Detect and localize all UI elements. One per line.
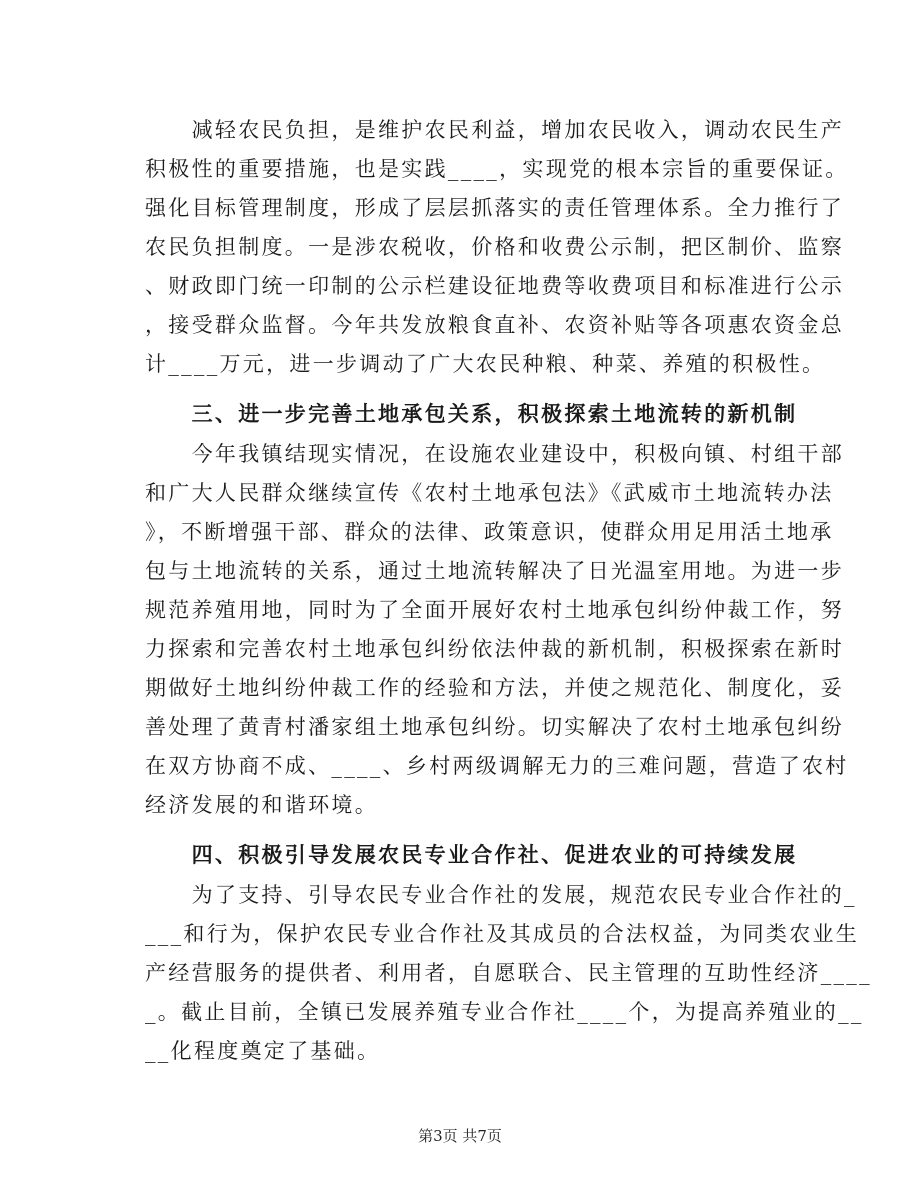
paragraph-1-line-6: ，接受群众监督。今年共发放粮食直补、农资补贴等各项惠农资金总: [145, 313, 844, 337]
paragraph-3-line-1: 为了支持、引导农民专业合作社的发展，规范农民专业合作社的_: [145, 883, 857, 907]
paragraph-2-line-1: 今年我镇结现实情况，在设施农业建设中，积极向镇、村组干部: [145, 442, 844, 466]
paragraph-2-line-5: 规范养殖用地，同时为了全面开展好农村土地承包纠纷仲裁工作，努: [145, 598, 844, 622]
paragraph-1-line-7: 计____万元，进一步调动了广大农民种粮、种菜、养殖的积极性。: [145, 352, 826, 376]
paragraph-1-line-4: 农民负担制度。一是涉农税收，价格和收费公示制，把区制价、监察: [145, 235, 844, 259]
paragraph-3-line-3: 产经营服务的提供者、利用者，自愿联合、民主管理的互助性经济____: [145, 961, 872, 985]
section-heading-4: 四、积极引导发展农民专业合作社、促进农业的可持续发展: [145, 843, 798, 867]
paragraph-2-line-3: 》，不断增强干部、群众的法律、政策意识，使群众用足用活土地承: [145, 520, 834, 544]
paragraph-1-line-3: 强化目标管理制度，形成了层层抓落实的责任管理体系。全力推行了: [145, 196, 844, 220]
paragraph-1-line-1: 减轻农民负担，是维护农民利益，增加农民收入，调动农民生产: [145, 118, 844, 142]
paragraph-1-line-5: 、财政即门统一印制的公示栏建设征地费等收费项目和标准进行公示: [145, 274, 844, 298]
paragraph-2-line-6: 力探索和完善农村土地承包纠纷依法仲裁的新机制，积极探索在新时: [145, 637, 844, 661]
paragraph-2-line-8: 善处理了黄青村潘家组土地承包纠纷。切实解决了农村土地承包纠纷: [145, 715, 844, 739]
paragraph-2-line-9: 在双方协商不成、____、乡村两级调解无力的三难问题，营造了农村: [145, 754, 849, 778]
paragraph-2-line-4: 包与土地流转的关系，通过土地流转解决了日光温室用地。为进一步: [145, 559, 844, 583]
page-number-footer: 第3页 共7页: [418, 1127, 502, 1145]
paragraph-2-line-7: 期做好土地纠纷仲裁工作的经验和方法，并使之规范化、制度化，妥: [145, 676, 844, 700]
paragraph-2-line-10: 经济发展的和谐环境。: [145, 793, 378, 817]
paragraph-3-line-4: _。截止目前，全镇已发展养殖专业合作社____个，为提高养殖业的__: [145, 1000, 864, 1024]
paragraph-2-line-2: 和广大人民群众继续宣传《农村土地承包法》《武威市土地流转办法: [145, 481, 834, 505]
section-heading-3: 三、进一步完善土地承包关系，积极探索土地流转的新机制: [145, 402, 798, 426]
paragraph-3-line-5: __化程度奠定了基础。: [145, 1039, 381, 1063]
paragraph-3-line-2: ___和行为，保护农民专业合作社及其成员的合法权益，为同类农业生: [145, 922, 860, 946]
paragraph-1-line-2: 积极性的重要措施，也是实践____，实现党的根本宗旨的重要保证。: [145, 157, 849, 181]
